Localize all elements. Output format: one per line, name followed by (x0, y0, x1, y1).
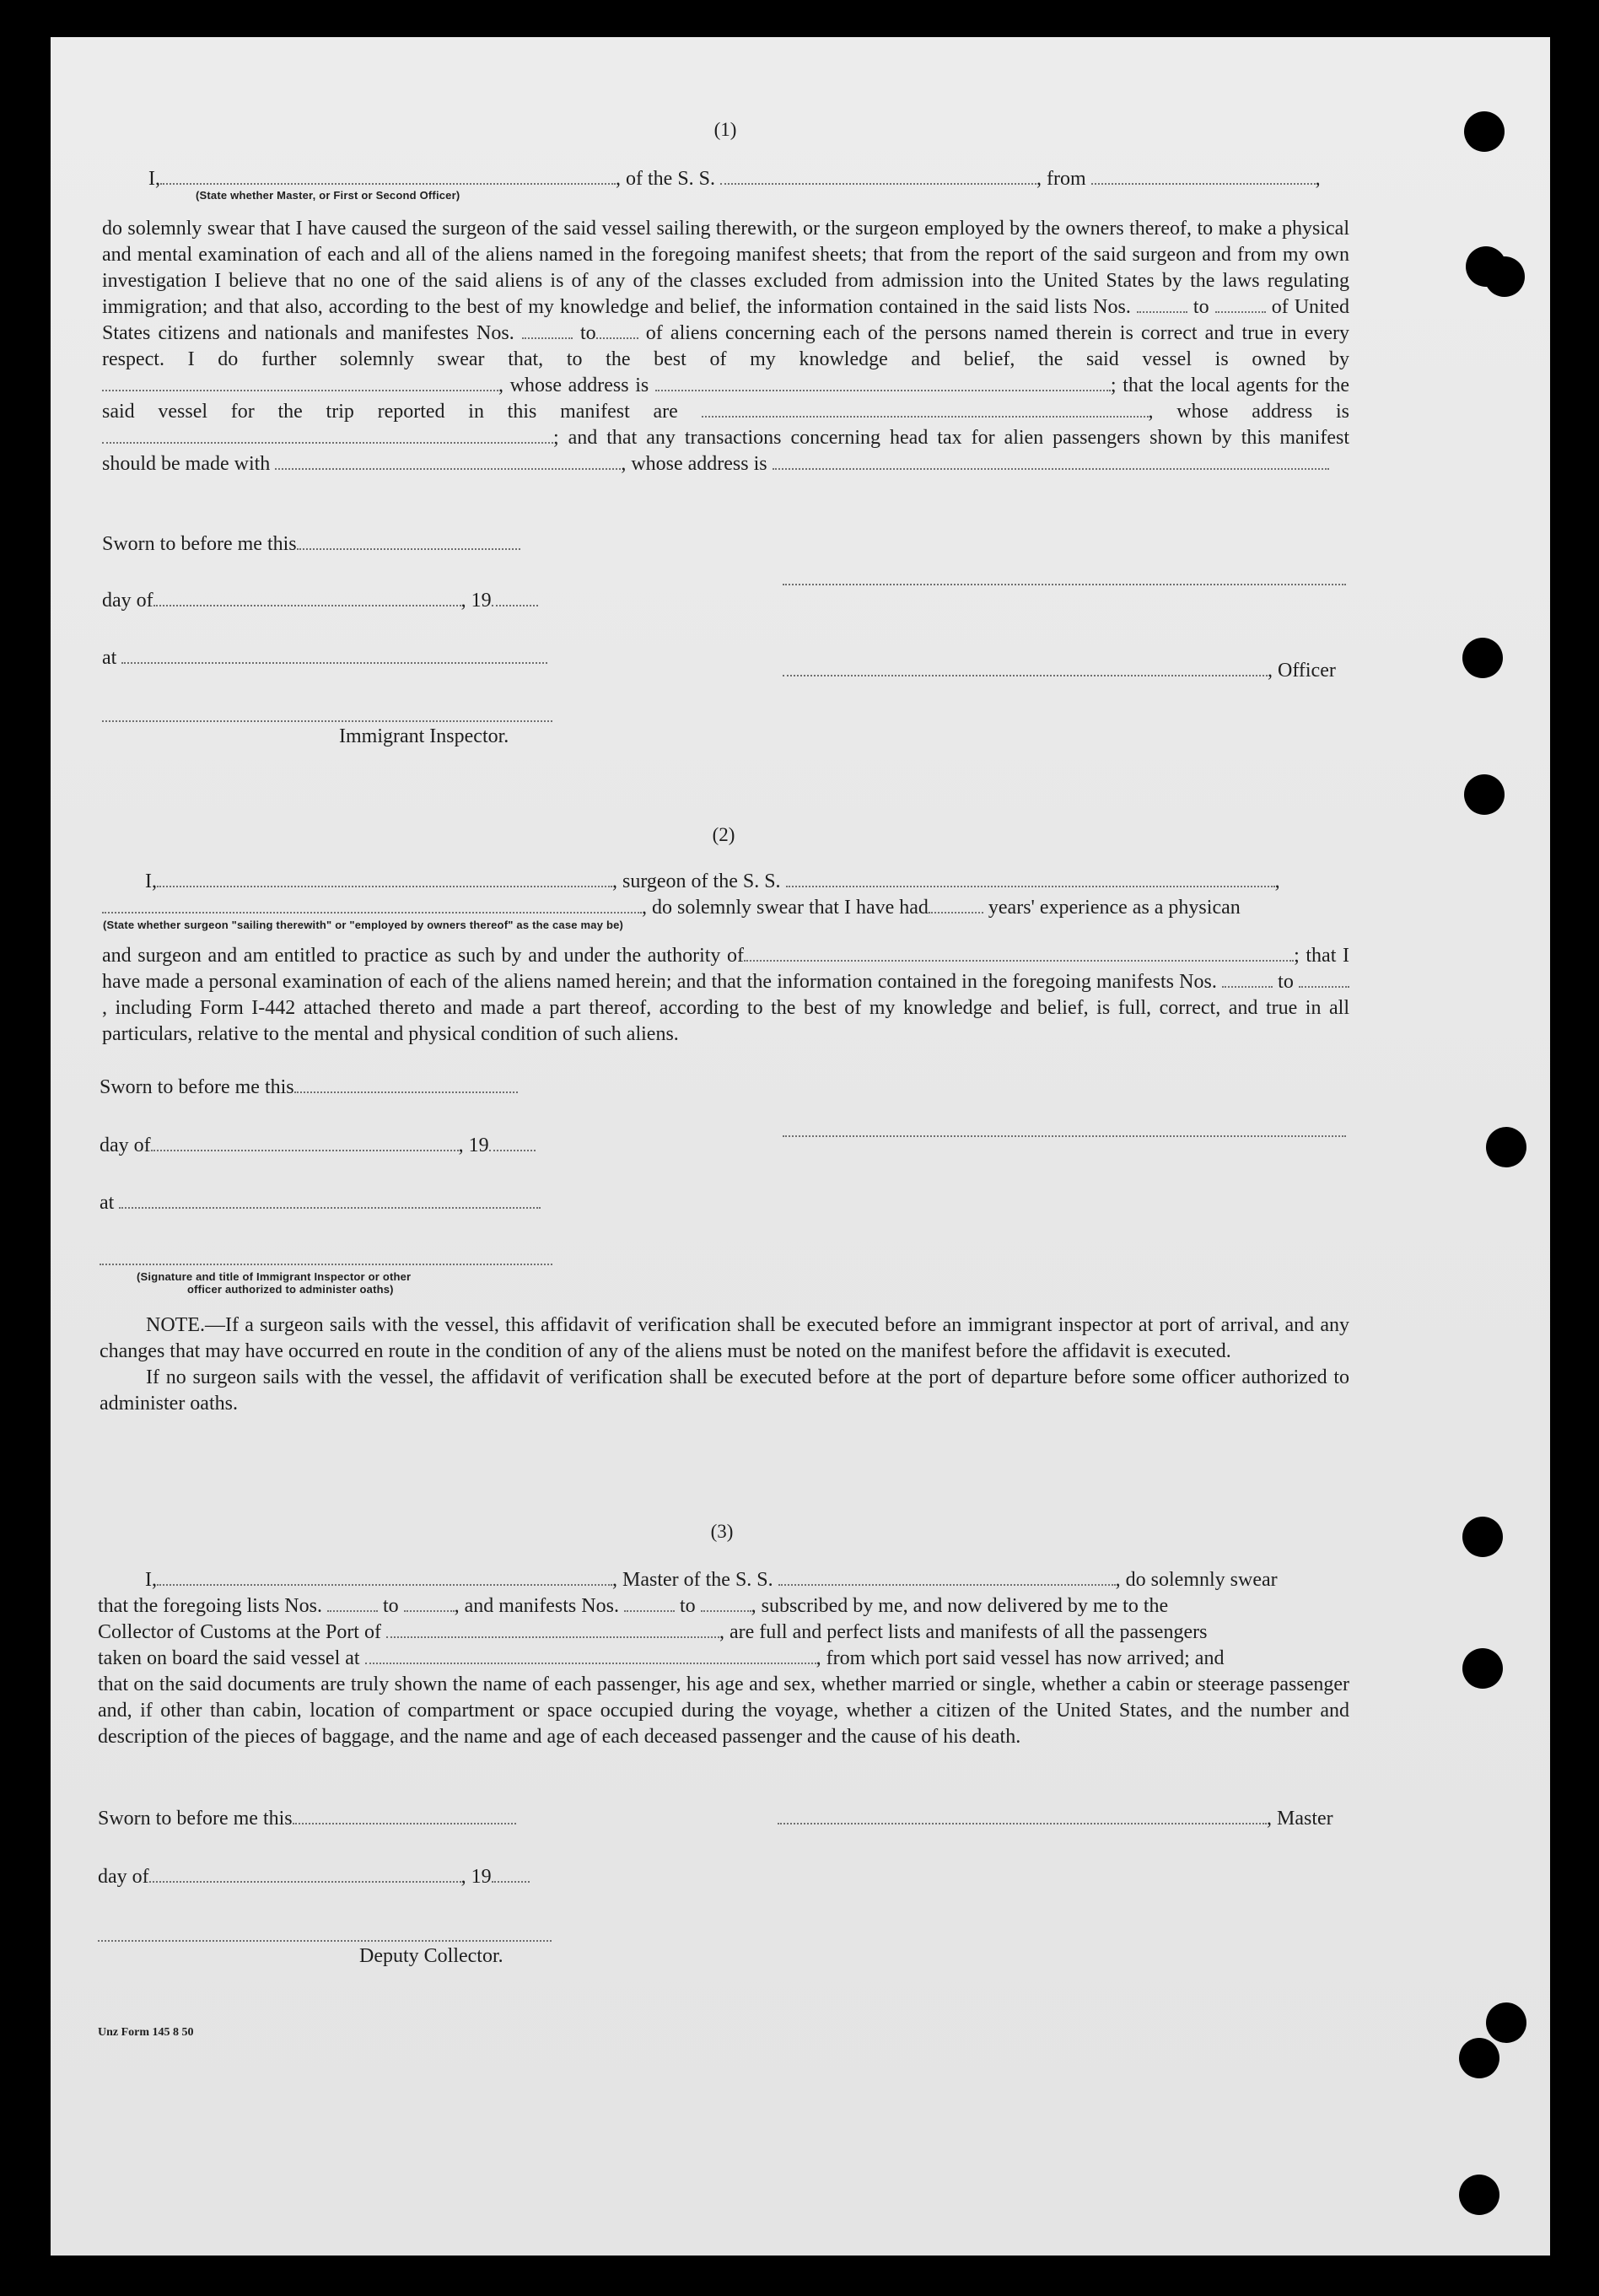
text: to (1278, 971, 1294, 993)
signature-line[interactable] (98, 1938, 552, 1942)
text: , subscribed by me, and now delivered by me to the (751, 1595, 1169, 1617)
blank-field[interactable] (157, 1567, 612, 1586)
blank-field[interactable] (701, 1593, 751, 1612)
officer-line (783, 658, 1336, 683)
field-caption: (Signature and title of Immigrant Inspector or other (137, 1270, 412, 1283)
text: , from which port said vessel has now arrived; and (816, 1647, 1225, 1669)
date-line (102, 588, 538, 613)
blank-field[interactable] (119, 1190, 541, 1209)
blank-field[interactable] (778, 1806, 1267, 1824)
oath-line (98, 1593, 1168, 1619)
punch-hole (1464, 111, 1505, 152)
sworn-line (102, 531, 520, 557)
text: and surgeon and am entitled to practice as such by and under the authority of (102, 945, 745, 967)
blank-field[interactable] (386, 1620, 719, 1638)
date-line (98, 1864, 530, 1889)
text: ; that the local agents for the said vessel for the trip reported in this manifest are (102, 375, 1350, 423)
oath-line (98, 1646, 1224, 1671)
blank-field[interactable] (121, 645, 547, 664)
blank-field[interactable] (404, 1593, 455, 1612)
text: , whose address is (1148, 401, 1350, 423)
section-number: (2) (712, 824, 735, 845)
blank-field[interactable] (786, 869, 1275, 887)
section-number: (1) (713, 119, 737, 140)
text: , Master (1267, 1808, 1333, 1830)
text: that the foregoing lists Nos. (98, 1595, 322, 1617)
punch-hole (1486, 1127, 1526, 1167)
text: ; and that any transactions concerning head tax for alien passengers shown by this manifest should be made with (102, 427, 1349, 475)
blank-field[interactable] (327, 1593, 378, 1612)
blank-field[interactable] (492, 588, 538, 606)
text: day of (102, 590, 153, 612)
blank-field[interactable] (783, 658, 1268, 676)
text: , Master of the S. S. (612, 1569, 773, 1591)
punch-hole (1459, 2038, 1499, 2078)
text: , (1274, 870, 1280, 892)
blank-field[interactable] (702, 399, 1149, 418)
note-block (100, 1312, 1349, 1417)
place-line (102, 645, 547, 671)
text: to (679, 1595, 696, 1617)
text: I, (148, 168, 160, 190)
blank-field[interactable] (596, 321, 638, 339)
blank-field[interactable] (153, 588, 461, 606)
text: that I have made a personal examination of each of the aliens named herein; and that the information contained in the foregoing manifests Nos. (102, 945, 1350, 993)
field-caption: (State whether Master, or First or Second Officer) (196, 189, 460, 202)
section-number: (3) (710, 1521, 734, 1542)
punch-hole (1484, 256, 1525, 297)
text: whose address is (631, 453, 767, 475)
text: to (382, 1595, 399, 1617)
inspector-title: Immigrant Inspector. (339, 725, 509, 747)
text: , Officer (1268, 660, 1336, 682)
blank-field[interactable] (151, 1133, 459, 1151)
text: , surgeon of the S. S. (612, 870, 781, 892)
oath-line (145, 1567, 1278, 1593)
text: day of (100, 1135, 151, 1156)
text: , 19 (460, 1866, 492, 1888)
text: , 19 (458, 1135, 489, 1156)
signature-line[interactable] (102, 719, 552, 722)
note-paragraph: NOTE.—If a surgeon sails with the vessel, this affidavit of verification shall be executed before an immigrant inspector at port of arrival, and any changes that may have occurred en route in the condition of any of the aliens must be noted on the manifest before the affidavit is executed. (100, 1314, 1349, 1362)
text: Collector of Customs at the Port of (98, 1621, 381, 1643)
text: years' experience as a physican (988, 897, 1241, 919)
text: , are full and perfect lists and manifests of all the passengers (719, 1621, 1208, 1643)
blank-field[interactable] (297, 531, 520, 550)
text: of aliens concerning each of the persons named therein is correct and true in every respect. I do further solemnly swear that, to the best of my knowledge and belief, the said vessel is owned by (102, 322, 1350, 370)
text: ; (1294, 945, 1300, 967)
punch-hole (1459, 2175, 1499, 2215)
text: Sworn to before me this (100, 1076, 294, 1098)
text: do solemnly swear that I have caused the surgeon of the said vessel sailing therewith, or the surgeon employed by the owners thereof, to make a physical and mental examination of each and all of the aliens named in the foregoing manifest sheets; that from the report of the said surgeon and from my own investigation I believe that no one of the said aliens is of any of the classes excluded from admission into the United States by the laws regulating immigration; and that also, according to the best of my knowledge and belief, the information contained in the said lists Nos. (102, 218, 1349, 318)
oath-line (145, 869, 1280, 894)
blank-field[interactable] (744, 943, 1294, 962)
text: , of the S. S. (616, 168, 716, 190)
blank-field[interactable] (1091, 166, 1316, 185)
punch-hole (1486, 2002, 1526, 2043)
blank-field[interactable] (102, 373, 498, 391)
date-line (100, 1133, 536, 1158)
oath-body (102, 216, 1349, 477)
blank-field[interactable] (492, 1864, 530, 1883)
deputy-title: Deputy Collector. (359, 1945, 503, 1967)
blank-field[interactable] (720, 166, 1036, 185)
punch-hole (1462, 1648, 1503, 1689)
blank-field[interactable] (655, 373, 1111, 391)
blank-field[interactable] (778, 1567, 1116, 1586)
blank-field[interactable] (102, 895, 642, 914)
text: , do solemnly swear (1115, 1569, 1278, 1591)
blank-field[interactable] (294, 1075, 518, 1093)
blank-field[interactable] (157, 869, 612, 887)
punch-hole (1462, 638, 1503, 678)
punch-hole (1464, 774, 1505, 815)
blank-field[interactable] (293, 1806, 516, 1824)
blank-field[interactable] (489, 1133, 536, 1151)
blank-field[interactable] (1299, 969, 1349, 988)
text: , 19 (460, 590, 492, 612)
text: , including Form I-442 attached thereto and made a part thereof, according to the best of my knowledge and belief, is full, correct, and true in all particulars, relative to the mental and physical condition of such aliens. (102, 997, 1349, 1045)
text: , (1315, 168, 1321, 190)
blank-field[interactable] (149, 1864, 461, 1883)
blank-field[interactable] (275, 451, 621, 470)
text: Sworn to before me this (102, 533, 297, 555)
text: to (1193, 296, 1209, 318)
signature-line[interactable] (783, 1134, 1346, 1137)
text: day of (98, 1866, 149, 1888)
oath-line (102, 895, 1241, 920)
signature-line[interactable] (783, 582, 1346, 585)
blank-field[interactable] (624, 1593, 675, 1612)
blank-field[interactable] (1215, 294, 1266, 313)
text: , whose address is (498, 375, 649, 396)
blank-field[interactable] (1137, 294, 1187, 313)
text: , and manifests Nos. (454, 1595, 619, 1617)
oath-body (98, 1672, 1349, 1750)
text: that on the said documents are truly shown the name of each passenger, his age and sex, whether married or single, whether a cabin or steerage passenger and, if other than cabin, location of compartment or space occupied during the voyage, whether a citizen of the United States, and the number and description of the pieces of baggage, and the name and age of each deceased passenger and the cause of his death. (98, 1673, 1349, 1748)
text: to (579, 322, 596, 344)
text: at (100, 1192, 115, 1214)
signature-line[interactable] (100, 1262, 552, 1265)
text: taken on board the said vessel at (98, 1647, 360, 1669)
sworn-line (98, 1806, 516, 1831)
text: I, (145, 870, 157, 892)
field-caption: (State whether surgeon "sailing therewith" or "employed by owners thereof" as the case may be) (103, 919, 624, 931)
punch-hole (1462, 1517, 1503, 1557)
form-identifier: Unz Form 145 8 50 (98, 2026, 194, 2039)
oath-body (102, 943, 1349, 1048)
place-line (100, 1190, 541, 1215)
blank-field[interactable] (1222, 969, 1273, 988)
blank-field[interactable] (929, 895, 983, 914)
master-line (778, 1806, 1333, 1831)
text: at (102, 647, 117, 669)
note-paragraph: If no surgeon sails with the vessel, the affidavit of verification shall be executed before at the port of departure before some officer authorized to administer oaths. (100, 1366, 1349, 1415)
blank-field[interactable] (102, 425, 553, 444)
text: , from (1036, 168, 1086, 190)
oath-line (98, 1620, 1207, 1645)
blank-field[interactable] (773, 451, 1329, 470)
text: I, (145, 1569, 157, 1591)
blank-field[interactable] (365, 1646, 816, 1664)
blank-field[interactable] (522, 321, 573, 339)
oath-line (148, 166, 1321, 191)
text: , (621, 453, 627, 475)
field-caption: officer authorized to administer oaths) (187, 1283, 394, 1296)
blank-field[interactable] (160, 166, 616, 185)
text: , do solemnly swear that I have had (642, 897, 929, 919)
text: Sworn to before me this (98, 1808, 293, 1830)
sworn-line (100, 1075, 518, 1100)
text: of United States citizens and nationals and manifestes Nos. (102, 296, 1350, 344)
